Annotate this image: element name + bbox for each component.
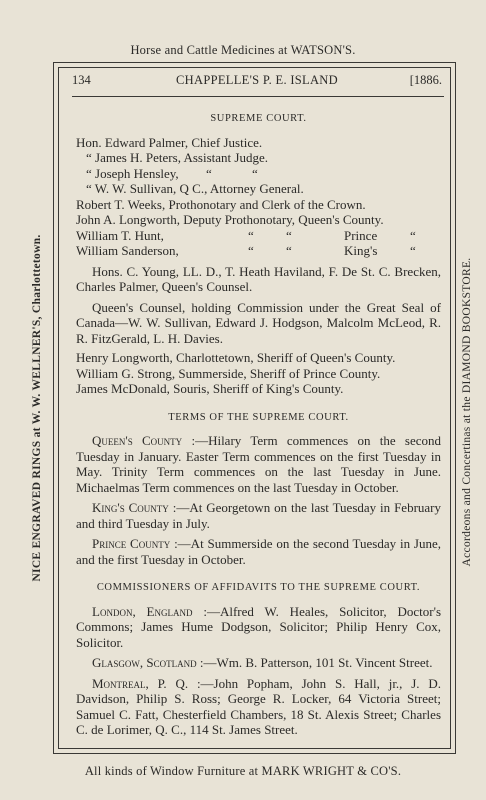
right-advertisement: Accordeons and Concertinas at the DIAMOND BOOKSTORE. <box>461 257 473 567</box>
left-advertisement: NICE ENGRAVED RINGS at W. W. WELLNER'S, Charlottetown. <box>31 234 43 582</box>
officer-line <box>76 228 441 244</box>
officer-name: “ Joseph Hensley, <box>86 165 179 181</box>
section-title-supreme-court: SUPREME COURT. <box>210 113 307 124</box>
top-advertisement: Horse and Cattle Medicines at WATSON'S. <box>130 43 356 57</box>
ditto-mark: “ <box>248 227 254 243</box>
term-entry <box>76 536 441 567</box>
term-county: King's County <box>92 500 169 515</box>
commissioner-entry <box>76 604 441 651</box>
county-name: King's <box>344 243 378 258</box>
ditto-mark: “ <box>252 165 258 181</box>
sheriff-line: William G. Strong, Summerside, Sheriff of Prince County. <box>76 365 381 381</box>
term-county: Prince County <box>92 536 171 551</box>
ditto-mark: “ <box>286 243 292 258</box>
page-number: 134 <box>72 73 91 87</box>
commissioner-place: Montreal, P. Q. <box>92 675 189 691</box>
commissioner-text: :—Wm. B. Patterson, 101 St. Vincent Street. <box>199 655 433 670</box>
sheriff-line: James McDonald, Souris, Sheriff of King's County. <box>76 381 344 396</box>
commissioner-place: London, England <box>92 603 193 619</box>
officer-line <box>76 166 441 182</box>
commissioner-place: Glasgow, Scotland <box>92 655 197 670</box>
term-entry <box>76 500 441 531</box>
commissioner-text: :—John Popham, John S. Hall, jr., J. D. Davidson, Philip S. Ross; George R. Locker, 64 Victoria Street; Samuel C. Fatt, Chesterfield Chambers, 18 St. Alexis Street; Charles C. de Lorimer, Q. C., 114 St. James Street. <box>76 675 442 737</box>
term-text: :—Hilary Term commences on the second Tuesday in January. Easter Term commences on the first Tuesday in May. Trinity Term commences on the last Tuesday in June. Michaelmas Term commences on the last Tuesday in October. <box>76 433 441 495</box>
ditto-mark: “ <box>248 243 254 258</box>
officer-line: Robert T. Weeks, Prothonotary and Clerk of the Crown. <box>76 196 366 212</box>
running-header <box>72 73 442 91</box>
officer-line: “ W. W. Sullivan, Q C., Attorney General. <box>86 181 304 196</box>
page-content <box>76 111 441 738</box>
ditto-mark: “ <box>410 243 416 258</box>
header-rule <box>72 96 444 97</box>
sheriff-line: Henry Longworth, Charlottetown, Sheriff of Queen's County. <box>76 350 396 365</box>
ditto-mark: “ <box>206 165 212 181</box>
queens-counsel-paragraph: Hons. C. Young, LL. D., T. Heath Haviland, F. De St. C. Brecken, Charles Palmer, Queen's Counsel. <box>76 263 441 294</box>
bottom-advertisement: All kinds of Window Furniture at MARK WRIGHT & CO'S. <box>84 764 402 778</box>
officer-line <box>76 243 441 259</box>
officer-name: William Sanderson, <box>76 243 179 258</box>
officer-line: “ James H. Peters, Assistant Judge. <box>86 150 268 165</box>
officer-name: William T. Hunt, <box>76 227 164 243</box>
term-county: Queen's County <box>92 433 183 448</box>
page-year: [1886. <box>409 73 442 87</box>
commissioner-entry <box>76 655 441 671</box>
ditto-mark: “ <box>286 227 292 243</box>
officer-line: Hon. Edward Palmer, Chief Justice. <box>76 134 263 150</box>
commissioner-text: :—Alfred W. Heales, Solicitor, Doctor's Commons; James Hume Dodgson, Solicitor; Philip Henry Cox, Solicitor. <box>76 603 442 650</box>
ditto-mark: “ <box>410 227 416 243</box>
commission-paragraph: Queen's Counsel, holding Commission under the Great Seal of Canada—W. W. Sullivan, Edward J. Hodgson, Malcolm McLeod, R. R. FitzGerald, L. H. Davies. <box>76 299 441 346</box>
county-name: Prince <box>344 227 378 243</box>
commissioner-entry <box>76 676 441 738</box>
section-title-terms: TERMS OF THE SUPREME COURT. <box>168 411 349 423</box>
officer-line: John A. Longworth, Deputy Prothonotary, Queen's County. <box>76 212 384 227</box>
section-title-commissioners: COMMISSIONERS OF AFFIDAVITS TO THE SUPREME COURT. <box>96 582 421 593</box>
page-title: CHAPPELLE'S P. E. ISLAND <box>176 73 338 87</box>
term-entry <box>76 433 441 495</box>
term-text: :—At Summerside on the second Tuesday in June, and the first Tuesday in October. <box>76 536 441 567</box>
term-text: :—At Georgetown on the last Tuesday in February and third Tuesday in July. <box>76 500 441 531</box>
